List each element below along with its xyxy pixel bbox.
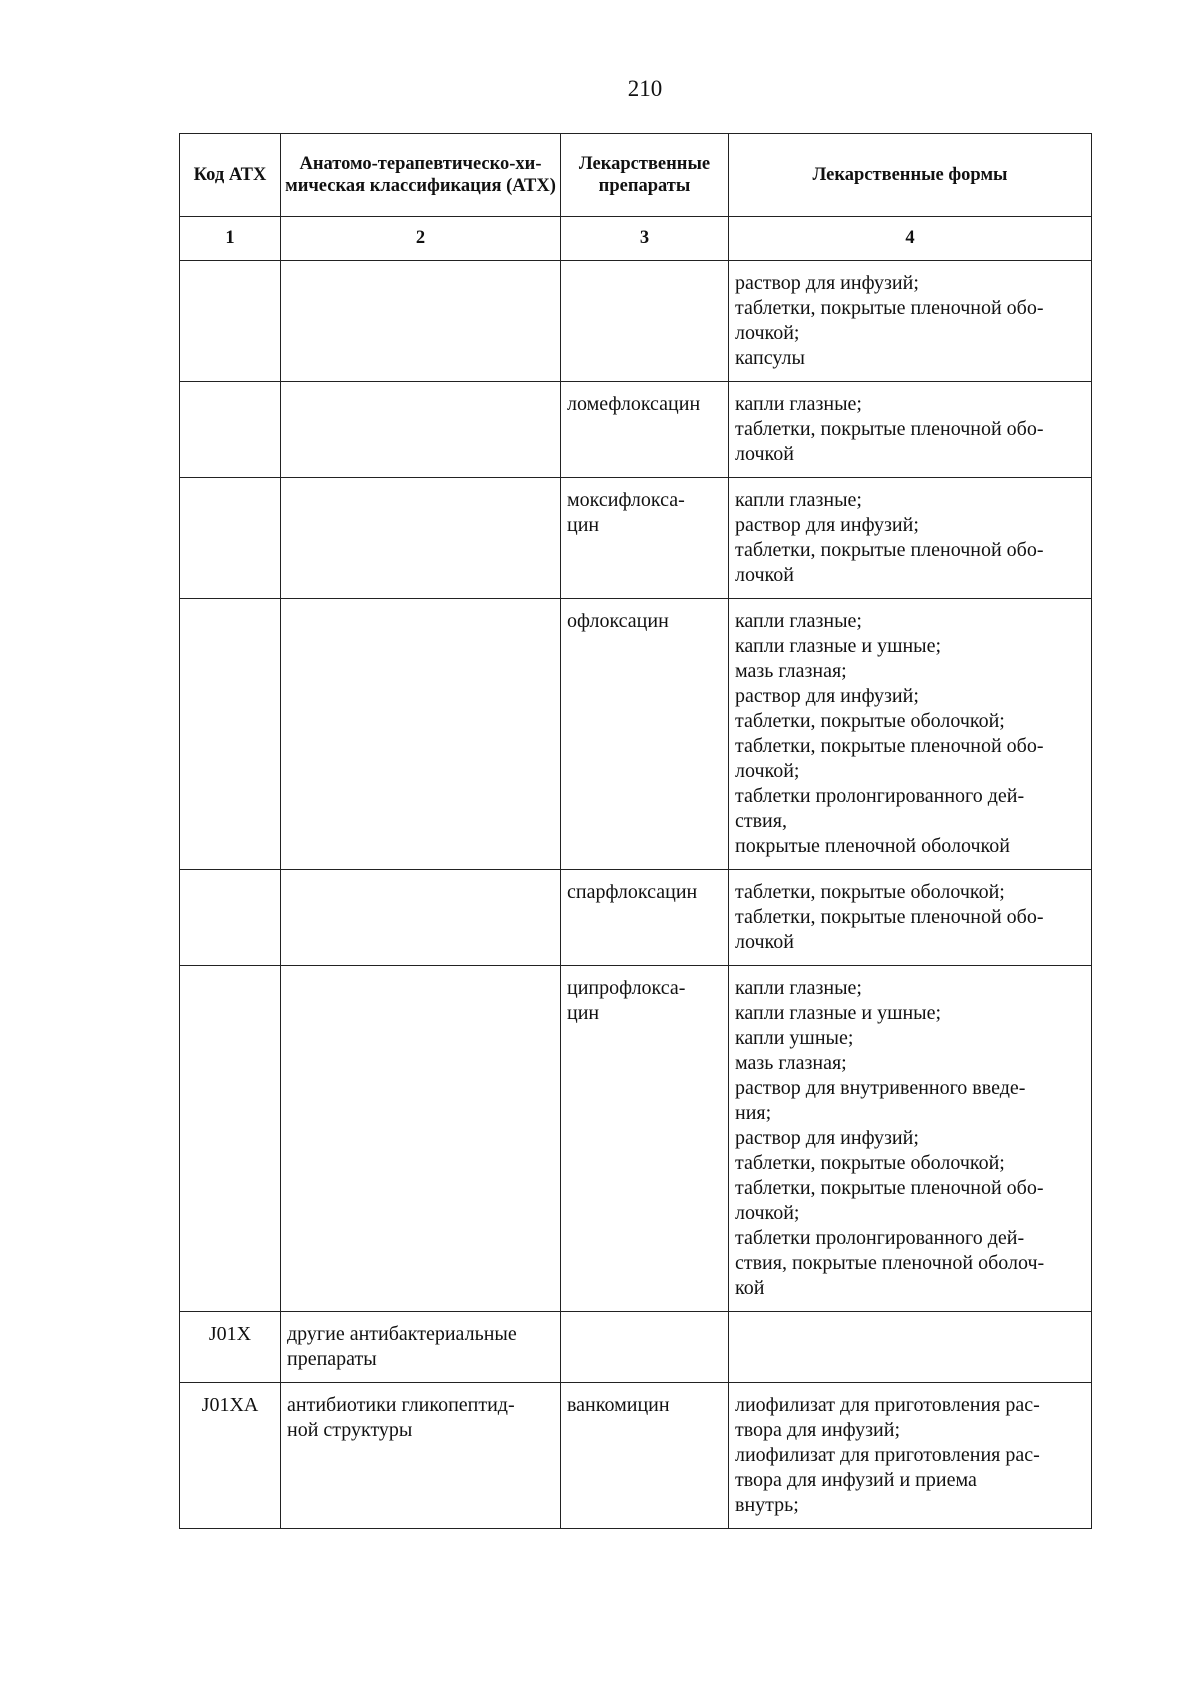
table-row [180, 478, 1092, 599]
cell-text-line: ванкомицин [567, 1394, 670, 1416]
cell-text-line: внутрь; [735, 1494, 799, 1516]
classification-cell [281, 261, 561, 382]
cell-text-line: спарфлоксацин [567, 881, 698, 903]
cell-text-line: антибиотики гликопептид- [287, 1394, 515, 1416]
cell-text-line: таблетки, покрытые пленочной обо- [735, 418, 1044, 440]
cell-text-line: таблетки, покрытые пленочной обо- [735, 735, 1044, 757]
atc-code-cell [180, 870, 281, 966]
classification-cell [281, 382, 561, 478]
cell-text-line: лочкой; [735, 1202, 800, 1224]
table-row [180, 966, 1092, 1312]
drug-name-cell [561, 599, 729, 870]
cell-text-line: J01X [208, 1323, 252, 1345]
cell-text-line: раствор для инфузий; [735, 685, 919, 707]
cell-text-line: ломефлоксацин [567, 393, 701, 415]
cell-text-line: офлоксацин [567, 610, 669, 632]
cell-text-line: лиофилизат для приготовления рас- [735, 1394, 1040, 1416]
dosage-forms-cell [729, 870, 1092, 966]
cell-text-line: лиофилизат для приготовления рас- [735, 1444, 1040, 1466]
cell-text-line: капли глазные; [735, 610, 862, 632]
dosage-forms-cell [729, 261, 1092, 382]
cell-text-line: раствор для инфузий; [735, 1127, 919, 1149]
cell-text-line: мазь глазная; [735, 1052, 847, 1074]
column-number-row [180, 217, 1092, 261]
column-number: 2 [281, 217, 561, 261]
cell-text-line: препараты [287, 1348, 377, 1370]
header-atc-classification: Анатомо-терапевтическо-хи-мическая классификация (АТХ) [281, 134, 561, 217]
atc-code-cell [180, 1312, 281, 1383]
dosage-forms-cell [729, 599, 1092, 870]
header-atc-code: Код АТХ [180, 134, 281, 217]
drug-name-cell [561, 382, 729, 478]
cell-text-line: таблетки, покрытые оболочкой; [735, 710, 1005, 732]
table-header-row [180, 134, 1092, 217]
cell-text-line: ствия, [735, 810, 787, 832]
page-number: 210 [627, 76, 663, 101]
drug-name-cell [561, 870, 729, 966]
atc-code-cell [180, 478, 281, 599]
cell-text-line: таблетки, покрытые пленочной обо- [735, 297, 1044, 319]
cell-text-line: капсулы [735, 347, 805, 369]
classification-cell [281, 599, 561, 870]
drug-name-cell [561, 966, 729, 1312]
table-row [180, 1383, 1092, 1529]
cell-text-line: капли ушные; [735, 1027, 854, 1049]
cell-text-line: таблетки, покрытые пленочной обо- [735, 906, 1044, 928]
drug-name-cell [561, 478, 729, 599]
table-row [180, 599, 1092, 870]
cell-text-line: капли глазные и ушные; [735, 635, 942, 657]
dosage-forms-cell [729, 1383, 1092, 1529]
cell-text-line: раствор для внутривенного введе- [735, 1077, 1026, 1099]
classification-cell [281, 478, 561, 599]
classification-cell [281, 966, 561, 1312]
cell-text-line: J01XA [201, 1394, 259, 1416]
atc-code-cell [180, 1383, 281, 1529]
column-number: 4 [729, 217, 1092, 261]
classification-cell [281, 1383, 561, 1529]
cell-text-line: лочкой [735, 443, 794, 465]
cell-text-line: ствия, покрытые пленочной оболоч- [735, 1252, 1045, 1274]
column-number: 1 [180, 217, 281, 261]
cell-text-line: ной структуры [287, 1419, 413, 1441]
cell-text-line: капли глазные; [735, 489, 862, 511]
cell-text-line: раствор для инфузий; [735, 272, 919, 294]
cell-text-line: таблетки, покрытые оболочкой; [735, 881, 1005, 903]
cell-text-line: лочкой; [735, 760, 800, 782]
cell-text-line: моксифлокса- [567, 489, 685, 511]
cell-text-line: капли глазные; [735, 393, 862, 415]
drug-name-cell [561, 1312, 729, 1383]
atc-drug-table [179, 133, 1092, 1529]
table-row [180, 382, 1092, 478]
table-row [180, 870, 1092, 966]
column-number: 3 [561, 217, 729, 261]
cell-text-line: твора для инфузий и приема [735, 1469, 977, 1491]
cell-text-line: таблетки пролонгированного дей- [735, 785, 1025, 807]
dosage-forms-cell [729, 382, 1092, 478]
cell-text-line: таблетки, покрытые пленочной обо- [735, 539, 1044, 561]
dosage-forms-cell [729, 966, 1092, 1312]
cell-text-line: ния; [735, 1102, 772, 1124]
cell-text-line: покрытые пленочной оболочкой [735, 835, 1010, 857]
table-row [180, 261, 1092, 382]
cell-text-line: капли глазные и ушные; [735, 1002, 942, 1024]
cell-text-line: лочкой [735, 931, 794, 953]
atc-code-cell [180, 599, 281, 870]
cell-text-line: лочкой; [735, 322, 800, 344]
drug-name-cell [561, 1383, 729, 1529]
cell-text-line: лочкой [735, 564, 794, 586]
cell-text-line: таблетки пролонгированного дей- [735, 1227, 1025, 1249]
atc-code-cell [180, 261, 281, 382]
header-dosage-forms: Лекарственные формы [729, 134, 1092, 217]
cell-text-line: цин [567, 514, 600, 536]
cell-text-line: таблетки, покрытые оболочкой; [735, 1152, 1005, 1174]
cell-text-line: капли глазные; [735, 977, 862, 999]
cell-text-line: другие антибактериальные [287, 1323, 517, 1345]
cell-text-line: твора для инфузий; [735, 1419, 901, 1441]
dosage-forms-cell [729, 478, 1092, 599]
classification-cell [281, 1312, 561, 1383]
drug-name-cell [561, 261, 729, 382]
cell-text-line: раствор для инфузий; [735, 514, 919, 536]
atc-code-cell [180, 382, 281, 478]
cell-text-line: цин [567, 1002, 600, 1024]
table-row [180, 1312, 1092, 1383]
cell-text-line: ципрофлокса- [567, 977, 686, 999]
cell-text-line: кой [735, 1277, 765, 1299]
table-body [180, 261, 1092, 1529]
classification-cell [281, 870, 561, 966]
cell-text-line: мазь глазная; [735, 660, 847, 682]
dosage-forms-cell [729, 1312, 1092, 1383]
cell-text-line: таблетки, покрытые пленочной обо- [735, 1177, 1044, 1199]
header-drugs: Лекарственные препараты [561, 134, 729, 217]
atc-code-cell [180, 966, 281, 1312]
